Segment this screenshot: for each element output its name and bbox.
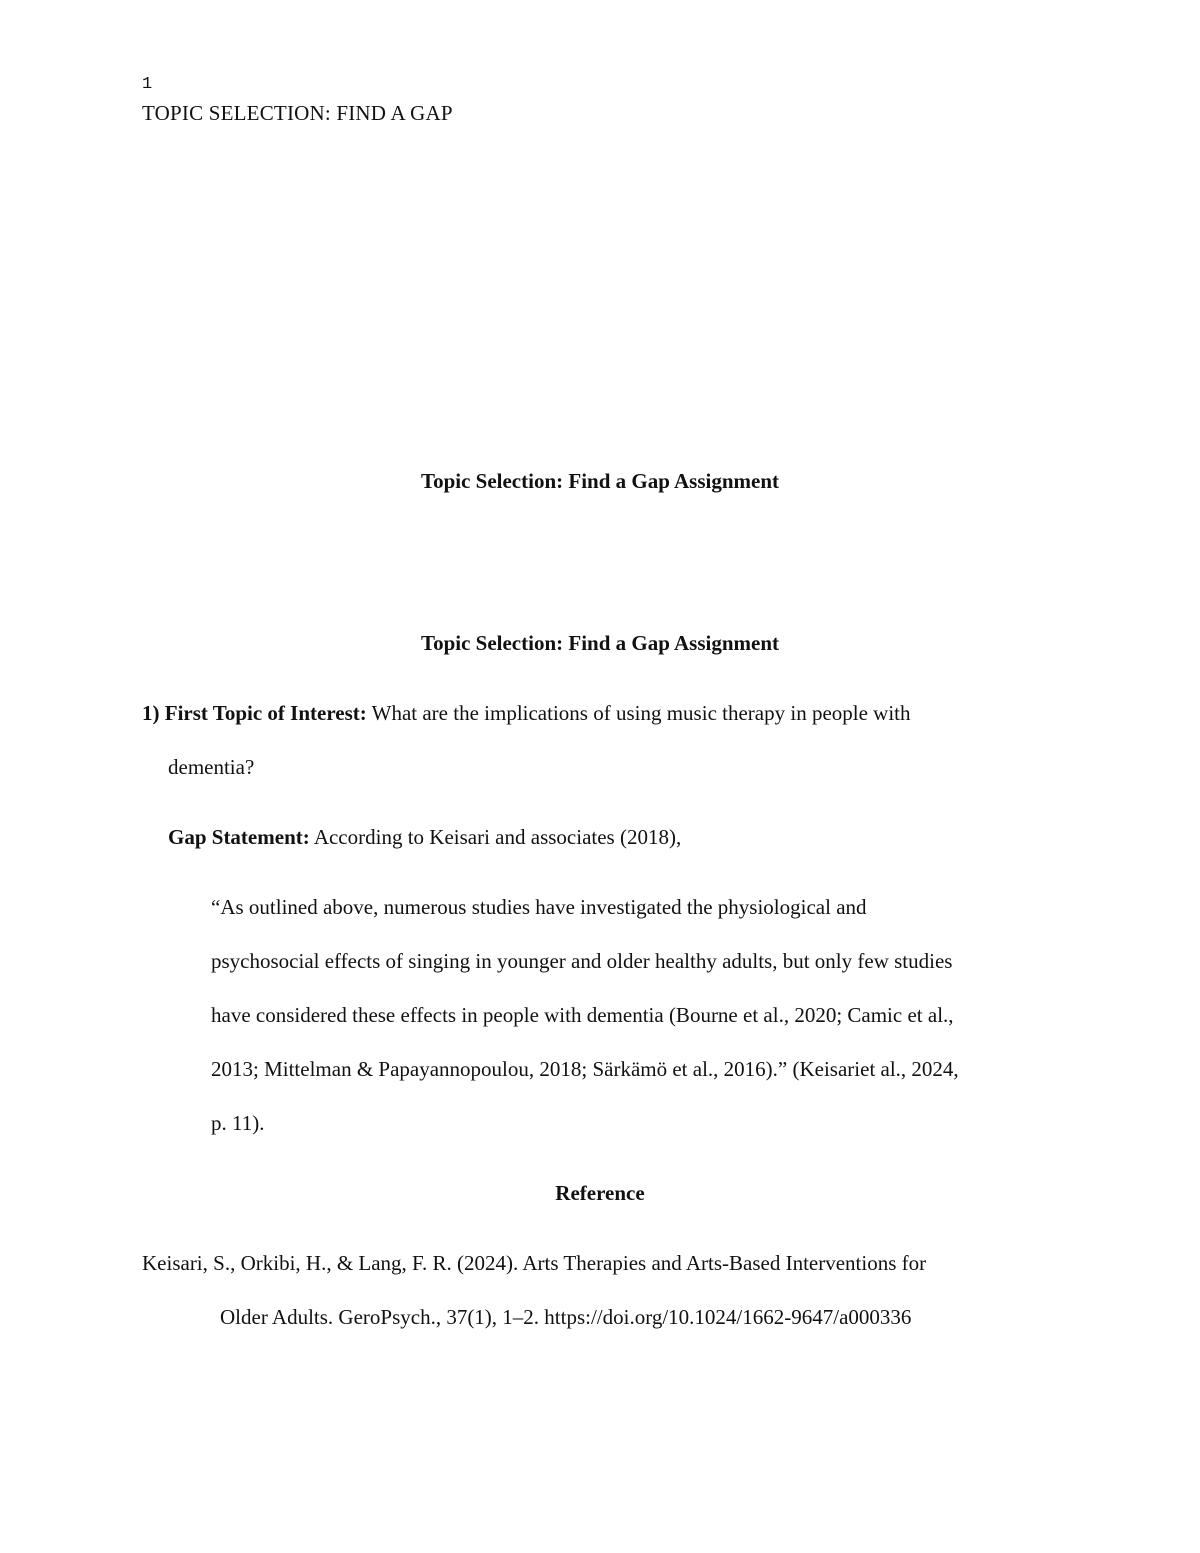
page-number: 1 [142,75,153,94]
first-topic-label: 1) First Topic of Interest: [142,701,367,725]
block-quote [211,880,1061,1150]
gap-statement-text: According to Keisari and associates (2018), [309,825,682,849]
quote-line: p. 11). [211,1111,265,1135]
reference-entry-line: Older Adults. GeroPsych., 37(1), 1–2. https://doi.org/10.1024/1662-9647/a000336 [220,1305,912,1329]
gap-statement-paragraph [168,810,1048,864]
first-topic-text: What are the implications of using music therapy in people with [366,701,911,725]
reference-entry-line: Keisari, S., Orkibi, H., & Lang, F. R. (2024). Arts Therapies and Arts-Based Interventions for [142,1251,927,1275]
first-topic-paragraph [142,686,1042,794]
quote-line: psychosocial effects of singing in younger and older healthy adults, but only few studies [211,949,953,973]
running-head: TOPIC SELECTION: FIND A GAP [142,101,453,125]
quote-line: 2013; Mittelman & Papayannopoulou, 2018; Särkämö et al., 2016).” (Keisariet al., 2024, [211,1057,959,1081]
body-title: Topic Selection: Find a Gap Assignment [420,631,780,655]
reference-heading: Reference [555,1181,645,1205]
title-page-title: Topic Selection: Find a Gap Assignment [420,469,780,493]
reference-entry [142,1236,1062,1344]
first-topic-text-continued: dementia? [168,755,255,779]
gap-statement-label: Gap Statement: [168,825,310,849]
quote-line: “As outlined above, numerous studies have investigated the physiological and [211,895,867,919]
quote-line: have considered these effects in people with dementia (Bourne et al., 2020; Camic et al., [211,1003,954,1027]
